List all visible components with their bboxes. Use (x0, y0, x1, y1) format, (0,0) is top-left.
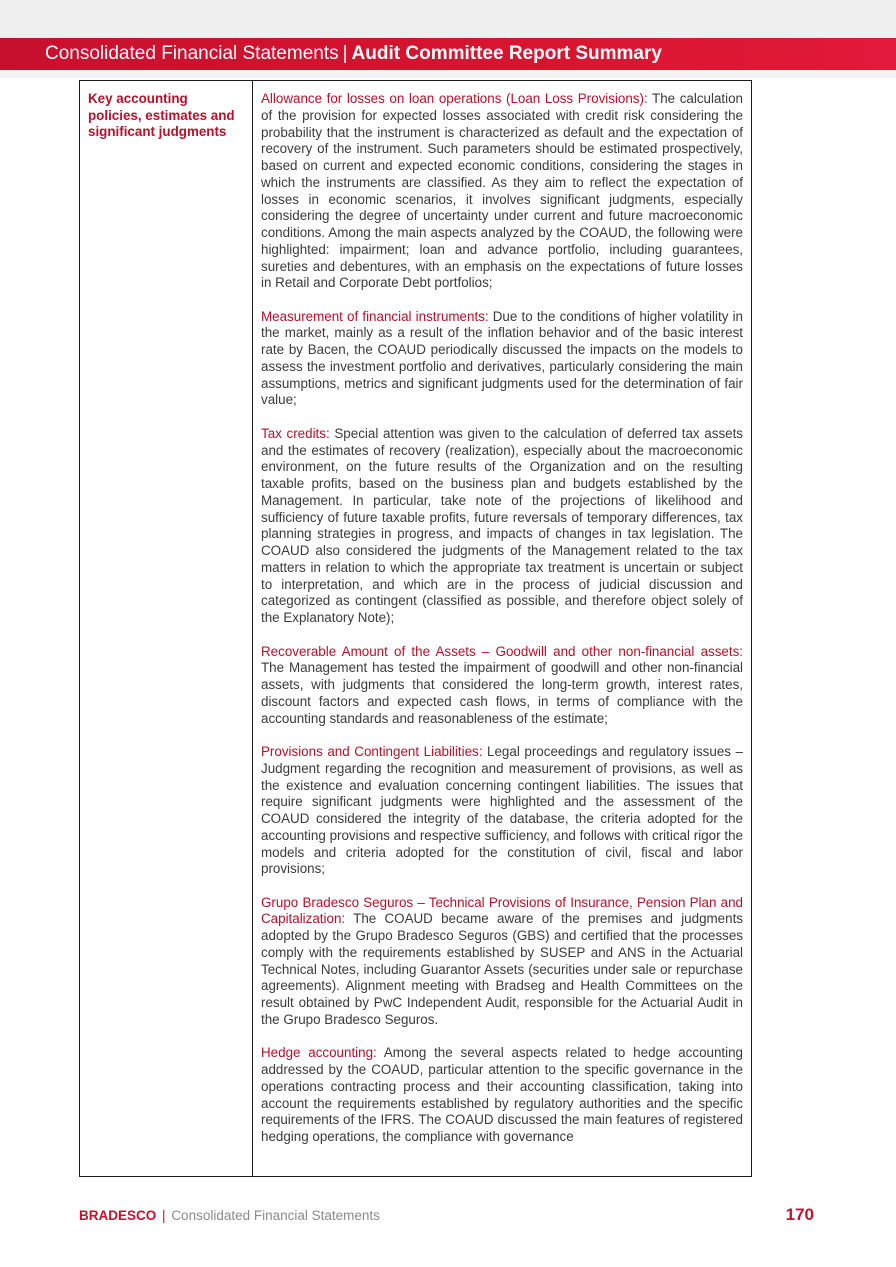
paragraph-bradesco-seguros (261, 895, 743, 1029)
paragraph-provisions (261, 744, 743, 878)
page-number: 170 (785, 1205, 814, 1224)
row-label: Key accounting policies, estimates and significant judgments (88, 91, 235, 140)
paragraph-text: The Management has tested the impairment of goodwill and other non-financial assets, with judgments that considered the long-term growth, interest rates, discount factors and expected cash flows, in terms of compliance with the accounting standards and reasonableness of the estimate; (261, 660, 743, 726)
paragraph-tax-credits (261, 426, 743, 627)
header-separator: | (342, 43, 348, 64)
paragraph-heading: Tax credits: (261, 425, 330, 441)
footer (79, 1208, 380, 1223)
paragraph-heading: Provisions and Contingent Liabilities: (261, 744, 483, 759)
paragraph-heading: Measurement of financial instruments: (261, 308, 489, 324)
footer-brand: BRADESCO (79, 1208, 157, 1223)
header-divider (0, 70, 896, 78)
header-banner (0, 38, 896, 70)
paragraph-goodwill (261, 644, 743, 728)
paragraph-heading: Allowance for losses on loan operations (Loan Loss Provisions): (261, 91, 648, 106)
header-title: Audit Committee Report Summary (351, 43, 662, 64)
paragraph-heading: Grupo Bradesco Seguros – Technical Provisions of Insurance, Pension Plan and Capitalization: (261, 894, 743, 927)
paragraph-text: Special attention was given to the calculation of deferred tax assets and the estimates of recovery (realization), especially about the macroeconomic environment, on the future results of the Organization and on the resulting taxable profits, based on the business plan and budgets established by the Management. In particular, take note of the projections of likelihood and sufficiency of future taxable profits, future reversals of temporary differences, tax planning strategies in progress, and impacts of changes in tax legislation. The COAUD also considered the judgments of the Management related to the tax matters in relation to which the appropriate tax treatment is uncertain or subject to interpretation, and which are in the process of judicial discussion and categorized as contingent (classified as possible, and therefore object solely of the Explanatory Note); (261, 425, 744, 626)
top-margin (0, 0, 896, 38)
paragraph-text: Due to the conditions of higher volatility in the market, mainly as a result of the inflation behavior and of the basic interest rate by Bacen, the COAUD periodically discussed the impacts on the models to assess the investment portfolio and derivatives, particularly considering the main assumptions, metrics and significant judgments used for the determination of fair value; (261, 308, 743, 408)
paragraph-text: Among the several aspects related to hedge accounting addressed by the COAUD, particular attention to the specific governance in the operations contracting process and their accounting classification, taking into account the requirements established by regulatory authorities and the specific requirements of the IFRS. The COAUD discussed the main features of registered hedging operations, the compliance with governance (261, 1045, 743, 1145)
content-table (79, 80, 752, 1177)
paragraph-heading: Recoverable Amount of the Assets – Goodwill and other non-financial assets: (261, 643, 743, 659)
paragraph-text: Legal proceedings and regulatory issues – Judgment regarding the recognition and measurement of provisions, as well as the existence and evaluation concerning contingent liabilities. The issues that require significant judgments were highlighted and the assessment of the COAUD considered the integrity of the database, the criteria adopted for the accounting provisions and respective sufficiency, and follows with critical rigor the models and criteria adopted for the constitution of civil, fiscal and labor provisions; (261, 744, 743, 877)
paragraph-heading: Hedge accounting: (261, 1045, 377, 1061)
footer-section: Consolidated Financial Statements (171, 1208, 380, 1223)
paragraph-financial-instruments (261, 309, 743, 410)
paragraph-hedge-accounting (261, 1045, 743, 1146)
header-section: Consolidated Financial Statements (45, 43, 339, 64)
row-content-cell (253, 81, 751, 1176)
paragraph-loan-loss (261, 91, 743, 292)
footer-separator: | (162, 1208, 166, 1223)
paragraph-text: The COAUD became aware of the premises and judgments adopted by the Grupo Bradesco Seguros (GBS) and certified that the processes comply with the requirements established by SUSEP and ANS in the Actuarial Technical Notes, including Guarantor Assets (securities under sale or repurchase agreements). Alignment meeting with Bradseg and Health Committees on the result obtained by PwC Independent Audit, responsible for the Actuarial Audit in the Grupo Bradesco Seguros. (261, 911, 743, 1027)
row-label-cell (80, 81, 253, 1176)
paragraph-text: The calculation of the provision for expected losses associated with credit risk considering the probability that the instrument is characterized as default and the expectation of recovery of the instrument. Such parameters should be estimated prospectively, based on current and expected economic conditions, considering the stages in which the instruments are classified. As they aim to reflect the expectation of losses in economic scenarios, it involves significant judgments, especially considering the degree of uncertainty under current and future macroeconomic conditions. Among the main aspects analyzed by the COAUD, the following were highlighted: impairment; loan and advance portfolio, including guarantees, sureties and debentures, with an emphasis on the expectations of future losses in Retail and Corporate Debt portfolios; (261, 91, 744, 291)
